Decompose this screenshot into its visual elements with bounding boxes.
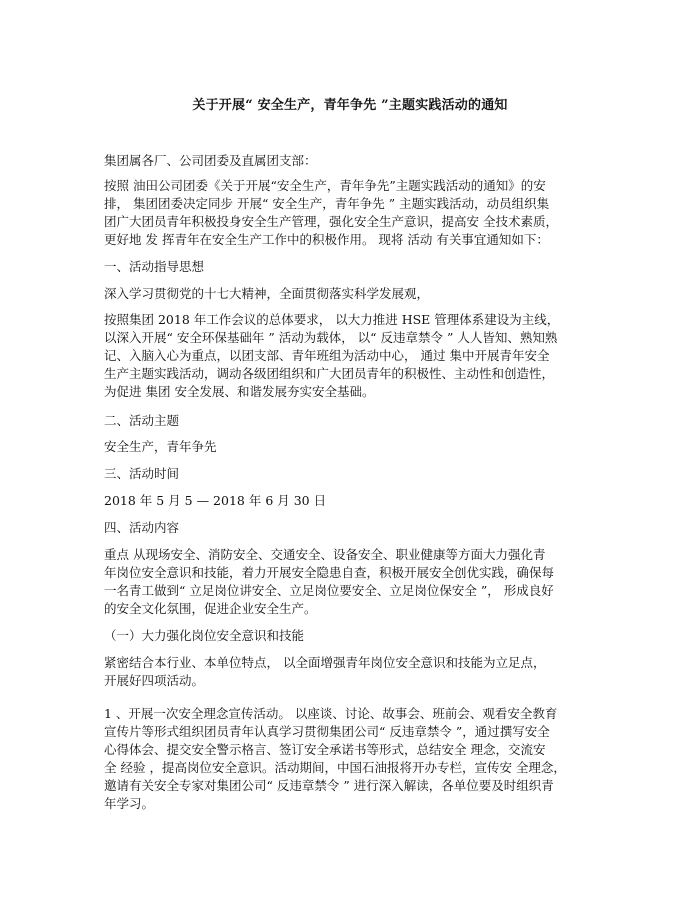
paragraph-time: [104, 492, 604, 510]
text-line: 邀请有关安全专家对集团公司“ 反违章禁令 ” 进行深入解读，各单位要及时组织青: [104, 778, 554, 793]
text-line: 按照 油田公司团委《关于开展“安全生产，青年争先”主题实践活动的通知》的安: [104, 178, 546, 193]
section-heading-content: [104, 519, 604, 537]
text-line: 心得体会、提交安全警示格言、签订安全承诺书等形式，总结安全 理念，交流安: [104, 742, 546, 757]
subsection-heading-1: [104, 627, 604, 645]
text-line: 宣传片等形式组织团员青年认真学习贯彻集团公司“ 反违章禁令 ”，通过撰写安全: [104, 724, 550, 739]
paragraph-intro: [104, 177, 604, 249]
paragraph-guiding-ideology: [104, 285, 604, 303]
text-line: 为促进 集团 安全发展、和谐发展夯实安全基础。: [104, 384, 375, 399]
text-line: 开展好四项活动。: [104, 673, 205, 688]
text-line: 紧密结合本行业、本单位特点， 以全面增强青年岗位安全意识和技能为立足点，: [104, 655, 546, 670]
text-line: 二、活动主题: [104, 413, 180, 428]
paragraph-activity-1: [104, 705, 604, 813]
text-line: 一、活动指导思想: [104, 259, 205, 274]
text-line: 更好地 发 挥青年在安全生产工作中的积极作用。 现将 活动 有关事宜通知如下：: [104, 232, 549, 247]
text-line: 重点 从现场安全、消防安全、交通安全、设备安全、职业健康等方面大力强化青: [104, 547, 546, 562]
text-line: 安全生产，青年争先: [104, 439, 217, 454]
text-line: 生产主题实践活动，调动各级团组织和广大团员青年的积极性、主动性和创造性，: [104, 366, 555, 381]
text-line: 2018 年 5 月 5 — 2018 年 6 月 30 日: [104, 493, 327, 508]
text-line: 一名青工做到“ 立足岗位讲安全、立足岗位要安全、立足岗位保安全 ”， 形成良好: [104, 583, 554, 598]
text-line: 排， 集团团委决定同步 开展“ 安全生产，青年争先 ” 主题实践活动，动员组织集: [104, 196, 550, 211]
section-heading-time: [104, 465, 604, 483]
paragraph-salutation: [104, 152, 604, 170]
paragraph-requirements: [104, 311, 604, 401]
paragraph-subsection-1: [104, 654, 604, 690]
text-line: 记、入脑入心为重点，以团支部、青年班组为活动中心， 通过 集中开展青年安全: [104, 348, 550, 363]
text-line: 团广大团员青年积极投身安全生产管理，强化安全生产意识，提高安 全技术素质，: [104, 214, 558, 229]
text-line: 1 、开展一次安全理念宣传活动。 以座谈、讨论、故事会、班前会、观看安全教育: [104, 706, 558, 721]
text-line: 三、活动时间: [104, 466, 180, 481]
section-heading-guiding-ideology: [104, 258, 604, 276]
paragraph-theme: [104, 438, 604, 456]
text-line: 四、活动内容: [104, 520, 180, 535]
text-line: 全 经验 ，提高岗位安全意识。活动期间，中国石油报将开办专栏，宣传安 全理念，: [104, 760, 566, 775]
text-line: 年学习。: [104, 796, 155, 811]
paragraph-content: [104, 546, 604, 618]
document-title: 关于开展“ 安全生产，青年争先 ”主题实践活动的通知: [192, 98, 508, 113]
section-heading-theme: [104, 412, 604, 430]
text-line: 年岗位安全意识和技能，着力开展安全隐患自查，积极开展安全创优实践，确保每: [104, 565, 555, 580]
text-line: 的安全文化氛围，促进企业安全生产。: [104, 601, 317, 616]
text-line: （一）大力强化岗位安全意识和技能: [104, 628, 305, 643]
text-line: 按照集团 2018 年工作会议的总体要求， 以大力推进 HSE 管理体系建设为主线，: [104, 312, 560, 327]
text-line: 以深入开展“ 安全环保基础年 ” 活动为载体， 以“ 反违章禁令 ” 人人皆知、熟知熟: [104, 330, 558, 345]
text-line: 深入学习贯彻党的十七大精神，全面贯彻落实科学发展观，: [104, 286, 430, 301]
text-line: 集团属各厂、公司团委及直属团支部：: [104, 153, 317, 168]
